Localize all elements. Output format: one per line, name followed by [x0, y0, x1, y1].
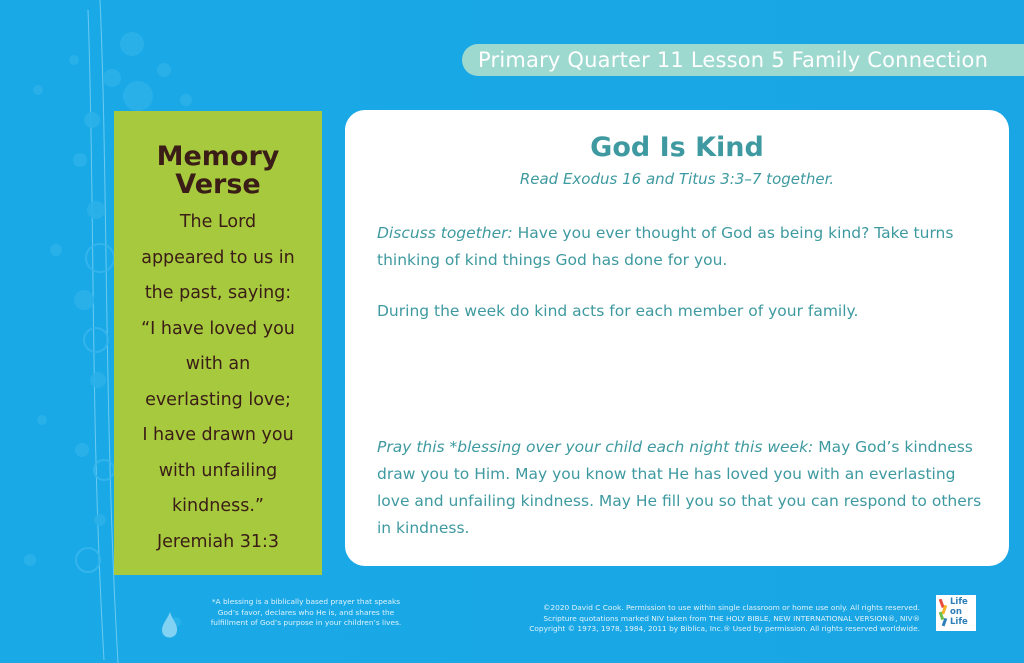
verse-line: with an [185, 354, 251, 374]
logo-line: on [950, 607, 962, 617]
memory-verse-heading-line1: Memory [156, 141, 280, 172]
discuss-text: Have you ever thought of God as being kind? Take turns thinking of kind things God has done for you. [377, 224, 954, 269]
copyright-line: Scripture quotations marked NIV taken from THE HOLY BIBLE, NEW INTERNATIONAL VERSION®, NIV® [543, 613, 920, 623]
prayer-paragraph [377, 434, 987, 542]
lesson-subtitle: Read Exodus 16 and Titus 3:3–7 together. [519, 170, 835, 188]
memory-verse-heading [114, 143, 322, 199]
verse-line: the past, saying: [144, 283, 292, 303]
footnote-line: fulfillment of God’s purpose in your children’s lives. [210, 618, 402, 627]
verse-line: The Lord [179, 212, 257, 232]
water-drop-icon [162, 612, 177, 637]
footnote-line: *A blessing is a biblically based prayer that speaks [211, 597, 401, 606]
logo-text [950, 597, 976, 627]
logo-line: Life [950, 617, 968, 627]
memory-verse-heading-line2: Verse [175, 169, 261, 200]
memory-verse-text [114, 205, 322, 560]
blessing-footnote [196, 597, 416, 629]
prayer-text: May God’s kindness draw you to Him. May you know that He has loved you with an everlasting love and unfailing kindness. May He fill you so that you can respond to others in kindness. [377, 438, 982, 537]
header-title: Primary Quarter 11 Lesson 5 Family Connection [478, 48, 989, 72]
verse-line: kindness.” [172, 496, 264, 516]
lesson-card [345, 110, 1009, 566]
verse-line: “I have loved you [141, 318, 295, 339]
discuss-paragraph [377, 220, 987, 274]
memory-verse-panel [114, 111, 322, 575]
copyright-line: ©2020 David C Cook. Permission to use within single classroom or home use only. All rights reserved. [543, 603, 920, 612]
week-paragraph: During the week do kind acts for each member of your family. [377, 302, 859, 320]
prayer-label: Pray this *blessing over your child each night this week: [377, 438, 814, 456]
verse-line: everlasting love; [145, 389, 291, 410]
logo-line: Life [950, 597, 968, 607]
copyright-notice [452, 603, 920, 635]
verse-line: I have drawn you [142, 425, 294, 445]
verse-line: appeared to us in [141, 247, 295, 268]
verse-line: with unfailing [158, 460, 278, 481]
lesson-title: God Is Kind [590, 132, 764, 163]
discuss-label: Discuss together: [377, 224, 513, 242]
copyright-line: Copyright © 1973, 1978, 1984, 2011 by Biblica, Inc.® Used by permission. All rights reserved worldwide. [529, 624, 920, 633]
logo-mark-icon [939, 599, 949, 627]
life-on-life-logo [936, 595, 976, 631]
footnote-line: God’s favor, declares who He is, and shares the [217, 607, 395, 617]
verse-reference: Jeremiah 31:3 [156, 531, 280, 552]
